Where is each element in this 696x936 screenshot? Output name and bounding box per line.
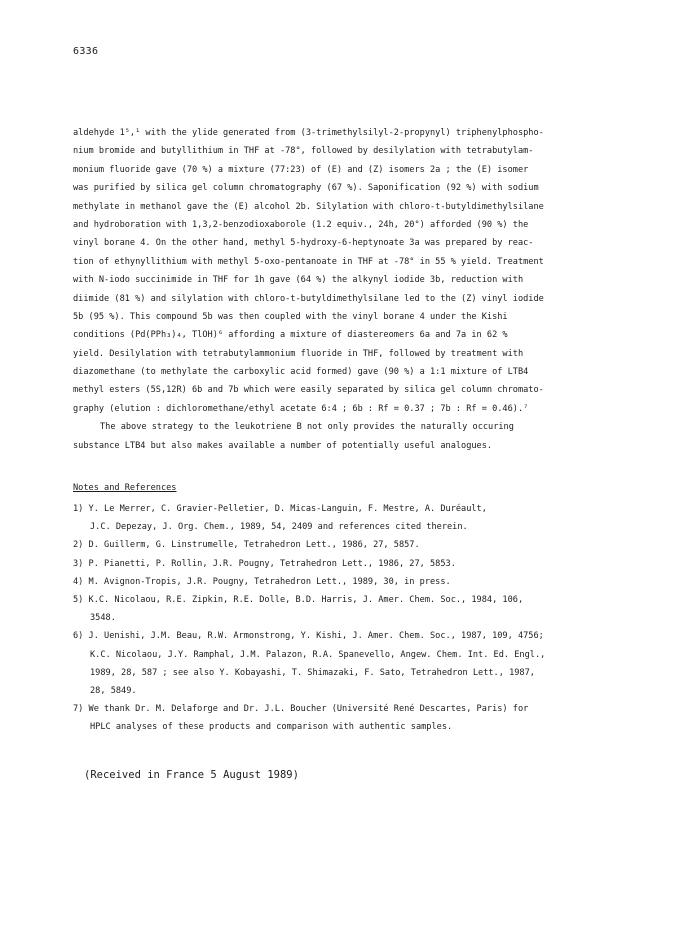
reference-line: 3) P. Pianetti, P. Rollin, J.R. Pougny, Tetrahedron Lett., 1986, 27, 5853. — [73, 558, 456, 569]
reference-item — [73, 536, 653, 554]
reference-line: HPLC analyses of these products and comparison with authentic samples. — [90, 722, 453, 733]
reference-line: 3548. — [90, 613, 116, 624]
reference-line: 6) J. Uenishi, J.M. Beau, R.W. Armonstrong, Y. Kishi, J. Amer. Chem. Soc., 1987, 109, 4756; — [73, 631, 544, 642]
reference-item — [73, 573, 653, 591]
reference-line: 2) D. Guillerm, G. Linstrumelle, Tetrahedron Lett., 1986, 27, 5857. — [73, 540, 420, 551]
body-line: with N-iodo succinimide in THF for 1h gave (64 %) the alkynyl iodide 3b, reduction with — [73, 275, 524, 286]
body-line: substance LTB4 but also makes available a number of potentially useful analogues. — [73, 440, 493, 451]
body-line: yield. Desilylation with tetrabutylammonium fluoride in THF, followed by treatment with — [73, 348, 524, 359]
received-date: (Received in France 5 August 1989) — [84, 769, 299, 781]
body-line: was purified by silica gel column chromatography (67 %). Saponification (92 %) with sodium — [73, 183, 539, 194]
reference-line: 1) Y. Le Merrer, C. Gravier-Pelletier, D. Micas-Languin, F. Mestre, A. Duréault, — [73, 504, 487, 514]
reference-line: 7) We thank Dr. M. Delaforge and Dr. J.L. Boucher (Université René Descartes, Paris) for — [73, 704, 529, 715]
body-text — [73, 124, 633, 455]
reference-item — [73, 700, 653, 736]
body-line: methyl esters (5S,12R) 6b and 7b which were easily separated by silica gel column chromato- — [73, 385, 544, 396]
body-line: and hydroboration with 1,3,2-benzodioxaborole (1.2 equiv., 24h, 20°) afforded (90 %) the — [73, 219, 529, 230]
body-line: methylate in methanol gave the (E) alcohol 2b. Silylation with chloro-t-butyldimethylsilane — [73, 201, 544, 212]
reference-item — [73, 627, 653, 700]
reference-item — [73, 500, 653, 536]
reference-line: 5) K.C. Nicolaou, R.E. Zipkin, R.E. Dolle, B.D. Harris, J. Amer. Chem. Soc., 1984, 106, — [73, 594, 524, 605]
body-line: diimide (81 %) and silylation with chloro-t-butyldimethylsilane led to the (Z) vinyl iodide — [73, 293, 544, 304]
body-line: The above strategy to the leukotriene B not only provides the naturally occuring — [100, 422, 514, 433]
body-line: graphy (elution : dichloromethane/ethyl acetate 6:4 ; 6b : Rf = 0.37 ; 7b : Rf = 0.46).⁷ — [73, 403, 529, 414]
body-line: monium fluoride gave (70 %) a mixture (77:23) of (E) and (Z) isomers 2a ; the (E) isomer — [73, 164, 529, 175]
body-line: tion of ethynyllithium with methyl 5-oxo-pentanoate in THF at -78° in 55 % yield. Treatment — [73, 256, 544, 267]
body-line: aldehyde 1⁵,¹ with the ylide generated from (3-trimethylsilyl-2-propynyl) triphenylphospho- — [73, 128, 544, 138]
page-number: 6336 — [73, 46, 99, 57]
body-line: nium bromide and butyllithium in THF at -78°, followed by desilylation with tetrabutylam- — [73, 146, 534, 157]
reference-line: 28, 5849. — [90, 685, 137, 696]
reference-line: 1989, 28, 587 ; see also Y. Kobayashi, T. Shimazaki, F. Sato, Tetrahedron Lett., 1987, — [90, 667, 535, 678]
references-list — [73, 500, 653, 736]
notes-heading: Notes and References — [73, 483, 177, 493]
body-line: diazomethane (to methylate the carboxylic acid formed) gave (90 %) a 1:1 mixture of LTB4 — [73, 367, 529, 378]
body-line: conditions (Pd(PPh₃)₄, TlOH)⁶ affording a mixture of diastereomers 6a and 7a in 62 % — [73, 330, 508, 341]
reference-line: 4) M. Avignon-Tropis, J.R. Pougny, Tetrahedron Lett., 1989, 30, in press. — [73, 576, 451, 587]
reference-item — [73, 555, 653, 573]
reference-item — [73, 591, 653, 627]
reference-line: J.C. Depezay, J. Org. Chem., 1989, 54, 2409 and references cited therein. — [90, 522, 468, 533]
body-line: 5b (95 %). This compound 5b was then coupled with the vinyl borane 4 under the Kishi — [73, 311, 508, 322]
reference-line: K.C. Nicolaou, J.Y. Ramphal, J.M. Palazon, R.A. Spanevello, Angew. Chem. Int. Ed. Engl., — [90, 649, 546, 660]
body-line: vinyl borane 4. On the other hand, methyl 5-hydroxy-6-heptynoate 3a was prepared by reac- — [73, 238, 534, 249]
